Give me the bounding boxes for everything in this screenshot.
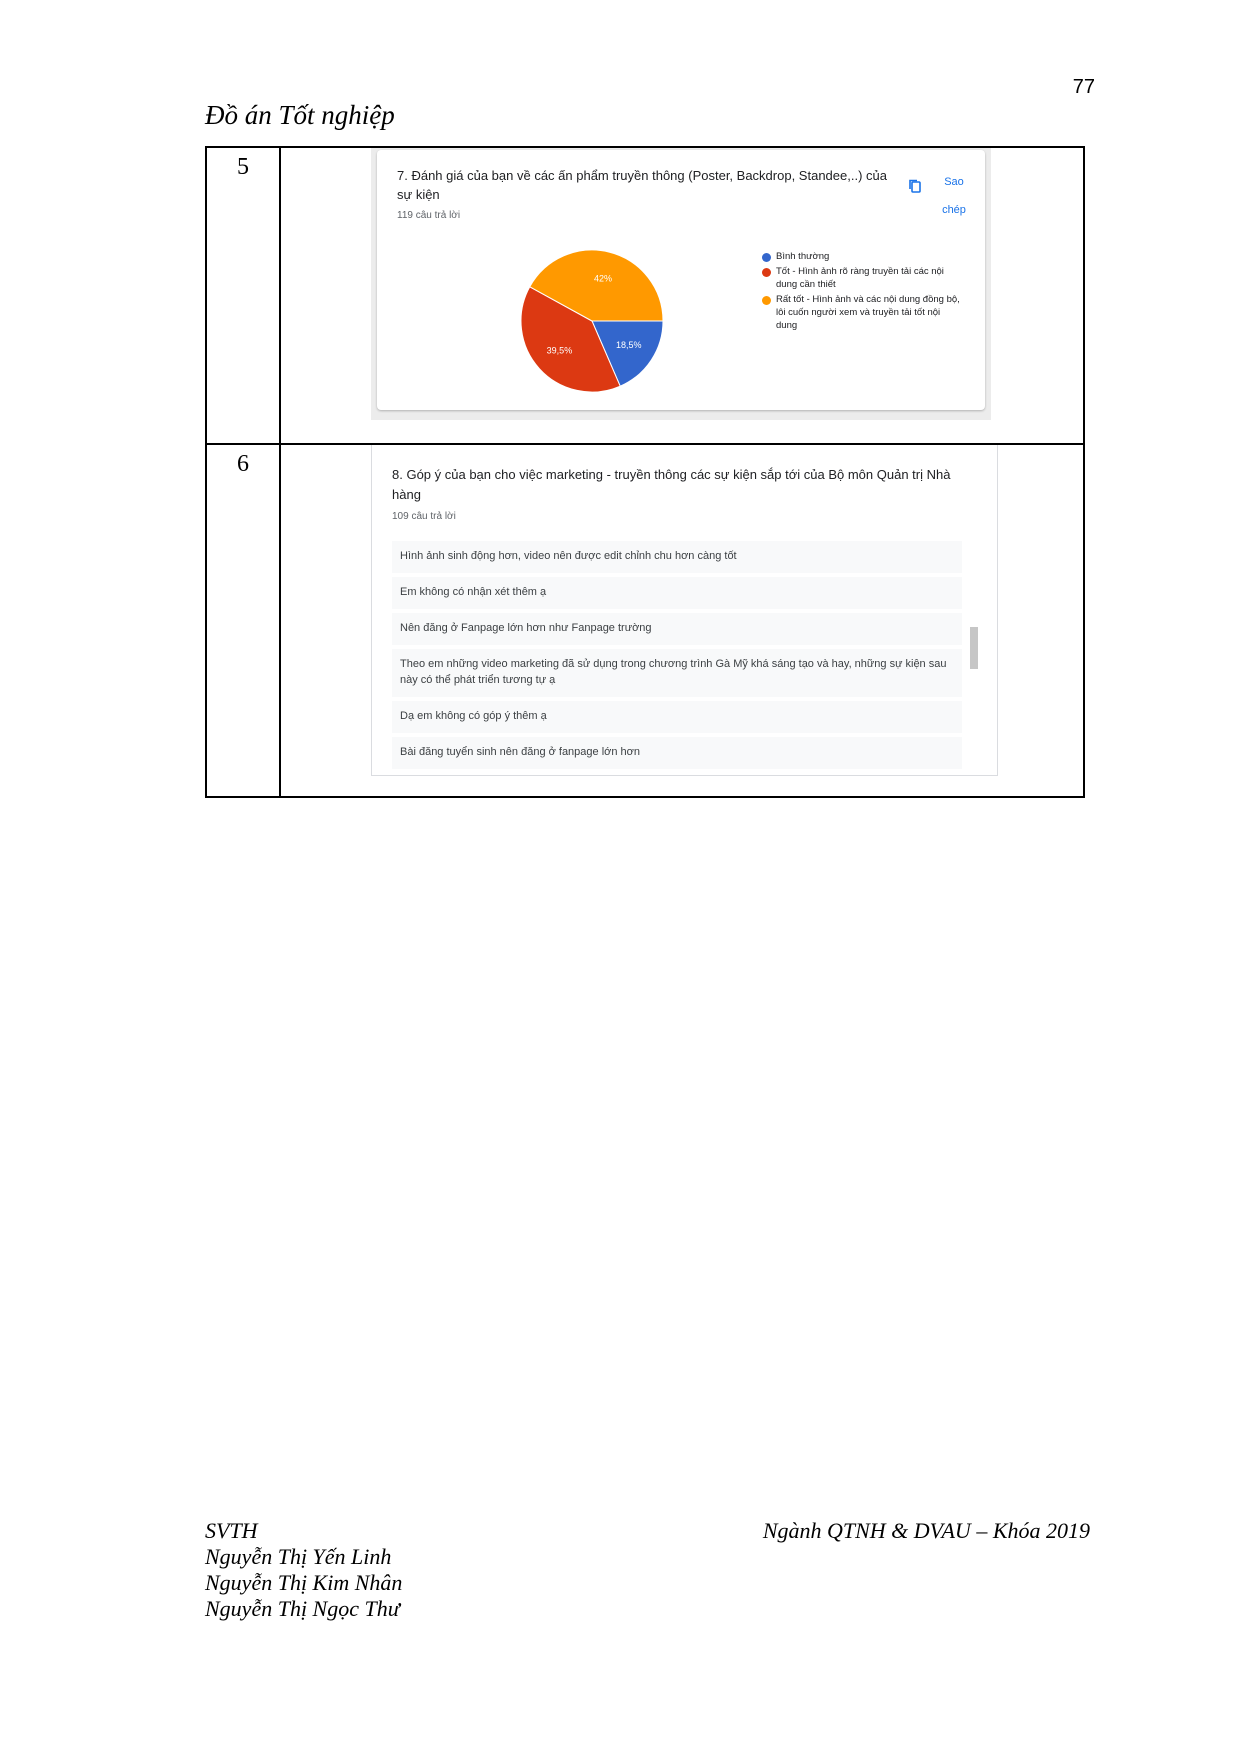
question-7-card <box>371 148 991 420</box>
table-row <box>206 444 1084 797</box>
row-number: 6 <box>206 444 280 797</box>
list-item: Theo em những video marketing đã sử dụng trong chương trình Gà Mỹ khá sáng tạo và hay, những sự kiện sau này có thể phát triển tương tự ạ <box>392 649 962 697</box>
legend-swatch <box>762 253 771 262</box>
legend-item <box>762 265 962 291</box>
question-title: 7. Đánh giá của bạn về các ấn phẩm truyền thông (Poster, Backdrop, Standee,..) của sự kiện <box>397 168 887 202</box>
page-number: 77 <box>1072 76 1095 98</box>
footer-program: Ngành QTNH & DVAU – Khóa 2019 <box>762 1518 1090 1543</box>
slice-label: 39,5% <box>546 345 573 356</box>
question-8-card <box>371 445 998 776</box>
response-count: 119 câu trả lời <box>397 210 461 221</box>
slice-label: 42% <box>593 273 612 284</box>
table-row <box>206 147 1084 444</box>
list-item: Nên đăng ở Fanpage lớn hơn như Fanpage trường <box>392 613 962 645</box>
list-item: Em không có nhận xét thêm ạ <box>392 577 962 609</box>
scrollbar-thumb[interactable] <box>970 627 978 669</box>
footer-line: Nguyễn Thị Ngọc Thư <box>205 1596 400 1621</box>
footer-line: Nguyễn Thị Kim Nhân <box>205 1570 403 1595</box>
legend-label: Rất tốt - Hình ảnh và các nội dung đồng bộ, lôi cuốn người xem và truyền tải tốt nội dung <box>776 294 960 331</box>
screenshot-cell <box>280 444 1084 797</box>
copy-icon[interactable] <box>907 178 923 194</box>
list-item: Hình ảnh sinh động hơn, video nên được edit chỉnh chu hơn càng tốt <box>392 541 962 573</box>
chart-legend <box>762 250 962 334</box>
footer-line: SVTH <box>205 1518 258 1543</box>
response-count: 109 câu trả lời <box>392 511 456 522</box>
legend-label: Bình thường <box>776 251 830 262</box>
page-header: Đồ án Tốt nghiệp <box>205 100 395 130</box>
legend-item <box>762 250 962 263</box>
legend-label: Tốt - Hình ảnh rõ ràng truyền tải các nội dung cần thiết <box>776 266 944 290</box>
copy-button[interactable]: Sao chép <box>942 176 966 216</box>
answer-list[interactable] <box>392 541 962 773</box>
footer-authors <box>205 1518 402 1622</box>
pie-chart <box>517 246 667 396</box>
list-item: Dạ em không có góp ý thêm ạ <box>392 701 962 733</box>
legend-swatch <box>762 296 771 305</box>
survey-table <box>205 146 1085 798</box>
question-title: 8. Góp ý của bạn cho việc marketing - truyền thông các sự kiện sắp tới của Bộ môn Quản trị Nhà hàng <box>392 467 951 502</box>
slice-label: 18,5% <box>616 340 642 351</box>
screenshot-cell <box>280 147 1084 444</box>
legend-item <box>762 293 962 332</box>
list-item: Bài đăng tuyển sinh nên đăng ở fanpage lớn hơn <box>392 737 962 769</box>
legend-swatch <box>762 268 771 277</box>
footer-line: Nguyễn Thị Yến Linh <box>205 1544 392 1569</box>
row-number: 5 <box>206 147 280 444</box>
